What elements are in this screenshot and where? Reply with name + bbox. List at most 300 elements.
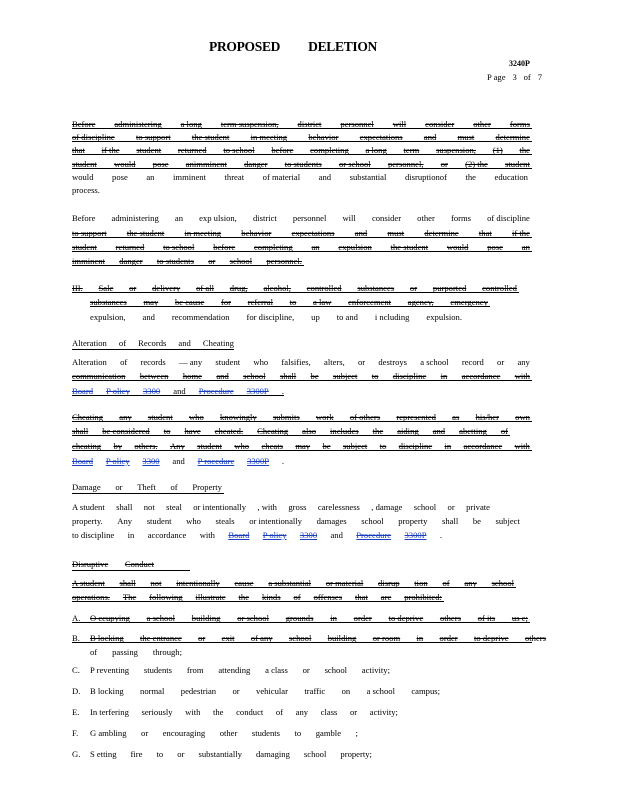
list-letter: D.: [72, 686, 81, 696]
word: any: [119, 412, 132, 422]
word: of its: [477, 613, 496, 623]
word: the: [519, 145, 530, 155]
word: completing: [253, 242, 293, 252]
word: would: [114, 159, 136, 169]
word: and: [142, 312, 155, 322]
word: .: [281, 456, 284, 466]
word: other: [473, 119, 491, 129]
word: , with: [257, 502, 277, 512]
word: , damage: [371, 502, 403, 512]
word: pose: [112, 172, 128, 182]
word: who: [188, 412, 204, 422]
word: and: [423, 132, 437, 142]
word: Property: [192, 482, 222, 492]
word: a school: [420, 357, 449, 367]
word: prohibited:: [404, 592, 442, 602]
word: referral: [247, 297, 273, 307]
word: building: [327, 633, 357, 643]
policy-link[interactable]: P rocedure: [197, 456, 235, 466]
word: of discipline: [72, 132, 115, 142]
word: A student: [72, 502, 105, 512]
word: the student: [191, 132, 230, 142]
word: a long: [180, 119, 202, 129]
word: exit: [221, 633, 235, 643]
word: Cheating: [72, 412, 104, 422]
list-letter: F.: [72, 728, 79, 738]
word: a school: [366, 686, 395, 696]
word: agency,: [407, 297, 434, 307]
word: expulsion.: [426, 312, 462, 322]
heading-underline: [72, 570, 190, 571]
word: who: [234, 441, 250, 451]
word: record: [461, 357, 484, 367]
word: or: [141, 728, 149, 738]
word: who: [253, 357, 269, 367]
policy-link[interactable]: 3300P: [246, 386, 269, 396]
word: (1): [492, 145, 503, 155]
word: also: [302, 426, 316, 436]
word: substantial: [349, 172, 387, 182]
word: activity;: [369, 707, 398, 717]
word: recommendation: [171, 312, 230, 322]
word: (2) the: [465, 159, 488, 169]
word: A student: [72, 578, 105, 588]
word: that: [354, 592, 368, 602]
word: process.: [72, 185, 100, 195]
word: III.: [72, 283, 83, 293]
word: i ncluding: [374, 312, 410, 322]
word: includes: [330, 426, 359, 436]
word: if the: [101, 145, 120, 155]
text-line: [72, 515, 520, 527]
word: property: [398, 516, 428, 526]
word: Before: [72, 119, 96, 129]
word: in: [416, 633, 424, 643]
heading-underline: [72, 493, 224, 494]
word: be cause: [174, 297, 205, 307]
word: of: [293, 592, 301, 602]
text-line: [72, 529, 442, 541]
word: other: [219, 728, 238, 738]
word: term: [403, 145, 420, 155]
word: pedestrian: [180, 686, 217, 696]
word: traffic: [304, 686, 326, 696]
word: completing: [310, 145, 349, 155]
word: work: [315, 412, 334, 422]
word: or: [232, 686, 240, 696]
word: accordance: [463, 441, 503, 451]
word: by: [113, 441, 123, 451]
word: and: [172, 456, 185, 466]
word: of: [170, 482, 178, 492]
word: other: [417, 213, 435, 223]
word: animminent: [185, 159, 227, 169]
word: school: [324, 665, 347, 675]
word: of all: [196, 283, 214, 293]
word: Any: [117, 516, 133, 526]
text-line: [72, 501, 490, 513]
policy-link[interactable]: P olicy: [106, 386, 130, 396]
word: In terfering: [90, 707, 129, 717]
word: enforcement: [348, 297, 392, 307]
policy-link[interactable]: Procedure: [198, 386, 234, 396]
strike-rule: [72, 292, 519, 293]
word: must: [387, 228, 405, 238]
word: discipline: [392, 371, 427, 381]
word: abetting: [459, 426, 487, 436]
policy-link[interactable]: 3300P: [247, 456, 270, 466]
word: student: [146, 516, 172, 526]
word: be: [472, 516, 481, 526]
word: operations.: [72, 592, 110, 602]
word: of: [118, 338, 127, 348]
word: as: [452, 412, 460, 422]
word: determine: [495, 132, 530, 142]
word: vehicular: [256, 686, 288, 696]
word: others.: [134, 441, 158, 451]
policy-link[interactable]: 3300: [143, 386, 161, 396]
word: passing: [112, 647, 138, 657]
word: consider: [425, 119, 455, 129]
strike-rule: [72, 421, 532, 422]
word: or: [129, 283, 137, 293]
word: shall: [441, 516, 459, 526]
policy-link[interactable]: Board: [228, 530, 250, 540]
word: of any: [250, 633, 273, 643]
word: danger: [244, 159, 268, 169]
word: school: [303, 749, 327, 759]
word: returned: [115, 242, 145, 252]
word: district: [252, 213, 277, 223]
word: in meeting: [250, 132, 288, 142]
word: order: [353, 613, 372, 623]
word: of: [500, 426, 508, 436]
word: in: [127, 530, 135, 540]
word: The: [122, 592, 137, 602]
word: in: [440, 371, 448, 381]
word: following: [149, 592, 183, 602]
word: the: [238, 592, 250, 602]
word: will: [392, 119, 407, 129]
word: and: [318, 172, 332, 182]
word: others: [524, 633, 546, 643]
word: an: [311, 242, 320, 252]
word: conduct: [236, 707, 264, 717]
word: own: [515, 412, 530, 422]
word: or: [447, 502, 455, 512]
word: and: [178, 338, 191, 348]
word: emergency: [450, 297, 488, 307]
word: student: [147, 412, 173, 422]
word: or room: [372, 633, 401, 643]
word: to: [163, 426, 171, 436]
word: student: [505, 159, 530, 169]
doc-number: 3240P: [509, 59, 530, 68]
word: destroys: [378, 357, 408, 367]
word: disrup: [378, 578, 400, 588]
word: to school: [163, 242, 195, 252]
word: to: [379, 441, 387, 451]
word: imminent: [173, 172, 206, 182]
list-letter: C.: [72, 665, 80, 675]
list-item: [90, 748, 372, 760]
word: expectations: [359, 132, 403, 142]
policy-link[interactable]: Board: [72, 386, 94, 396]
word: personnel: [292, 213, 327, 223]
word: not: [150, 578, 162, 588]
word: consider: [371, 213, 402, 223]
word: the: [372, 426, 384, 436]
word: school: [361, 516, 384, 526]
word: cause: [234, 578, 254, 588]
word: us e;: [511, 613, 528, 623]
word: illustrate: [195, 592, 226, 602]
word: administering: [111, 213, 159, 223]
word: the: [212, 707, 224, 717]
word: have: [184, 426, 201, 436]
word: be: [310, 371, 319, 381]
word: student: [215, 357, 241, 367]
page-number: P age 3 of 7: [487, 72, 542, 82]
policy-link[interactable]: 3300P: [404, 530, 427, 540]
word: threat: [224, 172, 245, 182]
word: property;: [340, 749, 372, 759]
list-item: [90, 706, 398, 718]
word: school: [288, 633, 312, 643]
word: .: [439, 530, 442, 540]
word: or school: [237, 613, 269, 623]
word: or: [349, 707, 358, 717]
word: cheating: [72, 441, 102, 451]
word: to deprive: [388, 613, 424, 623]
text-line: [72, 184, 102, 196]
word: disruptionof: [404, 172, 447, 182]
word: for discipline,: [246, 312, 295, 322]
word: students: [251, 728, 281, 738]
word: not: [143, 502, 155, 512]
word: purported: [432, 283, 467, 293]
word: expulsion,: [90, 312, 126, 322]
word: Disruptive: [72, 559, 109, 569]
strike-rule: [72, 237, 532, 238]
word: would: [446, 242, 469, 252]
word: any: [517, 357, 530, 367]
policy-link[interactable]: P olicy: [262, 530, 287, 540]
word: with: [185, 707, 201, 717]
word: the student: [390, 242, 429, 252]
word: determine: [424, 228, 459, 238]
word: tion: [414, 578, 428, 588]
word: term suspension,: [220, 119, 279, 129]
word: shall: [119, 578, 136, 588]
word: encouraging: [162, 728, 206, 738]
word: B locking: [90, 686, 124, 696]
word: danger: [119, 256, 143, 266]
word: personnel.: [266, 256, 302, 266]
list-item: [90, 664, 390, 676]
word: in: [330, 613, 337, 623]
strike-rule: [72, 154, 532, 155]
word: the student: [126, 228, 165, 238]
word: Cheating: [257, 426, 289, 436]
word: a law: [313, 297, 332, 307]
word: before: [213, 242, 236, 252]
word: shall: [279, 371, 297, 381]
word: of others: [349, 412, 381, 422]
word: O ccupying: [90, 613, 130, 623]
word: of: [90, 647, 98, 657]
list-letter: G.: [72, 749, 81, 759]
word: grounds: [285, 613, 314, 623]
heading-underline: [72, 349, 234, 350]
word: forms: [509, 119, 530, 129]
word: personnel: [340, 119, 374, 129]
list-item: [90, 685, 440, 697]
word: steals: [215, 516, 235, 526]
word: returned: [177, 145, 207, 155]
word: or: [302, 665, 310, 675]
word: S etting: [90, 749, 117, 759]
policy-link[interactable]: Procedure: [356, 530, 392, 540]
word: student: [72, 242, 97, 252]
word: and: [330, 530, 343, 540]
word: offenses: [313, 592, 343, 602]
word: education: [494, 172, 528, 182]
word: through;: [152, 647, 182, 657]
word: any: [295, 707, 309, 717]
word: accordance: [147, 530, 187, 540]
word: private: [466, 502, 490, 512]
word: Damage: [72, 482, 101, 492]
word: to: [294, 728, 302, 738]
word: order: [439, 633, 458, 643]
word: his/her: [475, 412, 499, 422]
word: expectations: [291, 228, 335, 238]
word: controlled: [482, 283, 517, 293]
word: up: [311, 312, 320, 322]
word: class: [320, 707, 338, 717]
word: Records: [138, 338, 167, 348]
word: school: [491, 578, 514, 588]
word: controlled: [306, 283, 342, 293]
word: an: [174, 213, 183, 223]
word: B locking: [90, 633, 124, 643]
word: fire: [130, 749, 143, 759]
policy-link[interactable]: Board: [72, 456, 94, 466]
word: Alteration: [72, 338, 107, 348]
word: of: [120, 357, 128, 367]
strike-rule: [72, 435, 510, 436]
word: or: [497, 357, 505, 367]
word: behavior: [241, 228, 272, 238]
word: Sale: [98, 283, 114, 293]
word: an: [146, 172, 155, 182]
word: school: [229, 256, 253, 266]
word: carelessness: [317, 502, 360, 512]
policy-link[interactable]: 3300: [142, 456, 160, 466]
word: damages: [316, 516, 347, 526]
word: a class: [265, 665, 288, 675]
word: any: [464, 578, 477, 588]
word: imminent: [72, 256, 105, 266]
word: pose: [487, 242, 503, 252]
word: and: [432, 426, 446, 436]
word: with: [514, 371, 530, 381]
section-heading: [72, 558, 154, 570]
word: to students: [284, 159, 322, 169]
word: aiding: [397, 426, 419, 436]
text-line: [72, 356, 530, 368]
word: student: [197, 441, 222, 451]
word: are: [380, 592, 392, 602]
word: may: [295, 441, 311, 451]
word: students: [143, 665, 173, 675]
strike-rule: [72, 265, 304, 266]
word: alters,: [324, 357, 345, 367]
page-title: [209, 39, 377, 55]
word: or: [357, 357, 366, 367]
word: subject: [333, 371, 358, 381]
word: or intentionally: [249, 516, 302, 526]
strike-rule: [72, 642, 532, 643]
word: for: [220, 297, 232, 307]
word: Any: [169, 441, 185, 451]
word: exp ulsion,: [199, 213, 237, 223]
word: property.: [72, 516, 103, 526]
word: communication: [72, 371, 126, 381]
word: to: [156, 749, 164, 759]
word: a school: [146, 613, 176, 623]
word: pose: [152, 159, 169, 169]
word: student: [72, 159, 97, 169]
word: to: [371, 371, 379, 381]
word: Conduct: [124, 559, 154, 569]
strike-rule: [72, 450, 532, 451]
word: shall: [116, 502, 133, 512]
word: that: [478, 228, 492, 238]
word: knowingly: [219, 412, 257, 422]
list-letter: B.: [72, 633, 80, 643]
word: building: [191, 613, 221, 623]
word: personnel,: [387, 159, 424, 169]
word: before: [271, 145, 294, 155]
policy-link[interactable]: P olicy: [105, 456, 130, 466]
word: drug,: [229, 283, 248, 293]
word: school: [243, 371, 266, 381]
word: falsifies,: [281, 357, 311, 367]
word: substances: [90, 297, 127, 307]
strike-rule: [72, 587, 516, 588]
word: Cheating: [202, 338, 234, 348]
word: normal: [140, 686, 165, 696]
word: of material: [262, 172, 301, 182]
word: to: [289, 297, 297, 307]
word: others: [439, 613, 461, 623]
word: damaging: [255, 749, 290, 759]
list-letter: A.: [72, 613, 81, 623]
word: P reventing: [90, 665, 130, 675]
word: or school: [338, 159, 371, 169]
word: from: [186, 665, 204, 675]
policy-link[interactable]: 3300: [299, 530, 318, 540]
word: home: [182, 371, 202, 381]
word: district: [297, 119, 322, 129]
word: may: [143, 297, 159, 307]
word: an: [521, 242, 530, 252]
word: shall: [72, 426, 89, 436]
word: ;: [355, 728, 358, 738]
word: intentionally: [176, 578, 220, 588]
